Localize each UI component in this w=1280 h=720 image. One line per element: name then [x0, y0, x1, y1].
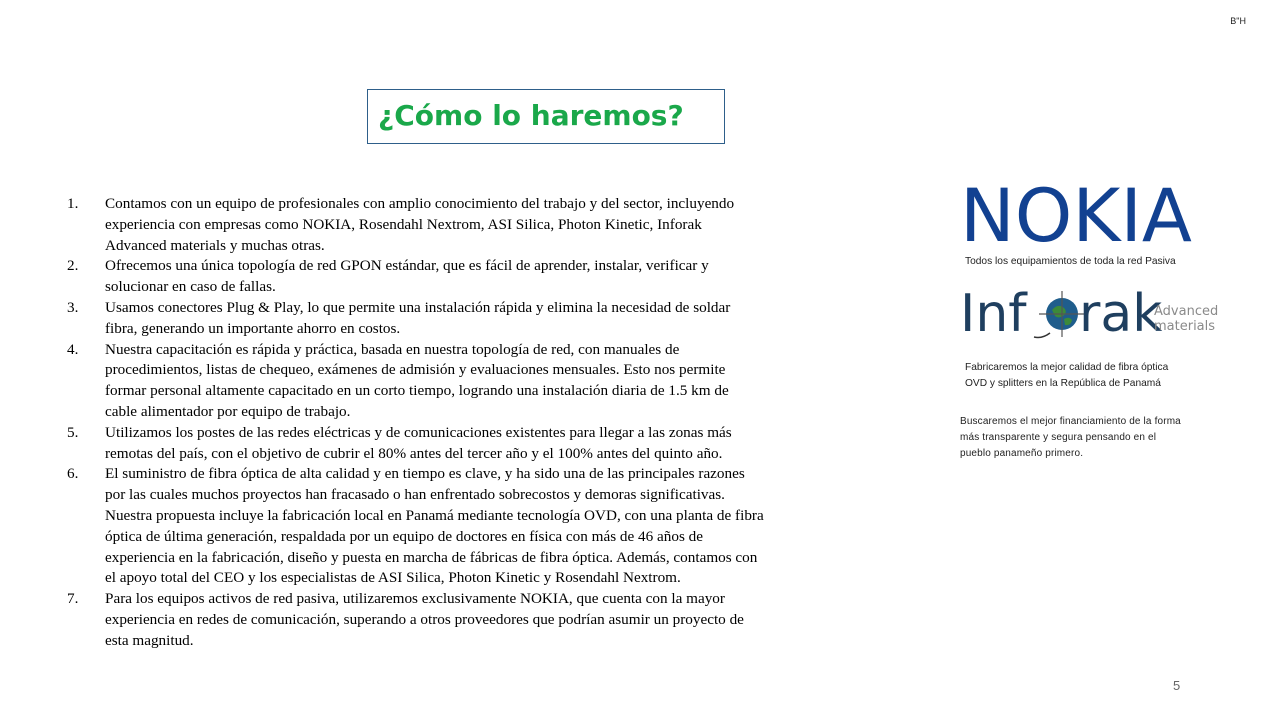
nokia-caption: Todos los equipamientos de toda la red Pasiva [965, 256, 1176, 267]
list-item-number: 2. [67, 257, 79, 275]
list-item-line: Utilizamos los postes de las redes eléctricas y de comunicaciones existentes para llegar a las zonas más [105, 423, 732, 441]
list-item [60, 423, 860, 465]
list-item-line: esta magnitud. [105, 631, 194, 649]
financing-caption-line-2: más transparente y segura pensando en el [960, 432, 1157, 443]
list-item-number: 3. [67, 298, 79, 316]
list-item-line: experiencia con empresas como NOKIA, Rosendahl Nextrom, ASI Silica, Photon Kinetic, Inforak [105, 215, 702, 233]
list-item [60, 464, 860, 589]
list-item-number: 7. [67, 590, 79, 608]
list-item-line: formar personal altamente capacitado en un corto tiempo, logrando una instalación diaria de 1.5 km de [105, 382, 729, 400]
inforak-tagline-2: materials [1154, 319, 1216, 334]
list-item-line: experiencia en la fabricación, diseño y puesta en marcha de fábricas de fibra óptica. Además, contamos con [105, 548, 758, 566]
list-item-line: Advanced materials y muchas otras. [105, 236, 325, 254]
financing-caption [960, 414, 1240, 462]
list-item-line: cable alimentador por equipo de trabajo. [105, 402, 351, 420]
list-item-line: Usamos conectores Plug & Play, lo que permite una instalación rápida y elimina la necesidad de soldar [105, 298, 731, 316]
list-item-line: por las cuales muchos proyectos han fracasado o han enfrentado sobrecostos y demoras significativas. [105, 486, 725, 504]
list-item-number: 4. [67, 340, 79, 358]
list-item [60, 298, 860, 340]
list-item-number: 1. [67, 195, 79, 212]
inforak-logo-text-left: Inf [960, 284, 1027, 343]
financing-caption-line-3: pueblo panameño primero. [960, 448, 1084, 459]
list-item-number: 6. [67, 465, 79, 483]
nokia-logo [958, 182, 1194, 244]
list-item [60, 194, 860, 256]
list-item [60, 256, 860, 298]
slide-title: ¿Cómo lo haremos? [378, 99, 684, 132]
nokia-logo-text: NOKIA [960, 182, 1193, 244]
globe-icon [1034, 291, 1085, 338]
list-item-line: procedimientos, listas de chequeo, exámenes de admisión y evaluaciones mensuales. Esto nos permite [105, 361, 726, 379]
list-item-line: el apoyo total del CEO y los especialistas de ASI Silica, Photon Kinetic y Rosendahl Nextrom. [105, 569, 681, 587]
inforak-tagline-1: Advanced [1154, 304, 1219, 319]
list-item-line: El suministro de fibra óptica de alta calidad y en tiempo es clave, y ha sido una de las principales razones [105, 465, 745, 483]
list-item-line: remotas del país, con el objetivo de cubrir el 80% antes del tercer año y el 100% antes del quinto año. [105, 444, 723, 462]
financing-caption-line-1: Buscaremos el mejor financiamiento de la forma [960, 416, 1181, 427]
inforak-logo-text-right: rak [1079, 284, 1163, 343]
list-item-line: solucionar en caso de fallas. [105, 278, 276, 296]
list-item-number: 5. [67, 423, 79, 441]
list-item [60, 589, 860, 651]
numbered-list [60, 194, 860, 652]
list-item-line: experiencia en redes de comunicación, superando a otros proveedores que podrían asumir un proyecto de [105, 610, 744, 628]
list-item-line: óptica de última generación, respaldada por un equipo de doctores en física con más de 46 años de [105, 527, 704, 545]
list-item-line: Contamos con un equipo de profesionales con amplio conocimiento del trabajo y del sector, incluyendo [105, 195, 735, 212]
title-box [367, 89, 725, 144]
list-item [60, 340, 860, 423]
inforak-caption-line-2: OVD y splitters en la República de Panamá [965, 378, 1161, 389]
page-number: 5 [1173, 678, 1181, 693]
inforak-caption-line-1: Fabricaremos la mejor calidad de fibra óptica [965, 362, 1169, 373]
list-item-line: Nuestra propuesta incluye la fabricación local en Panamá mediante tecnología OVD, con una planta de fibra [105, 506, 764, 524]
corner-mark: B"H [1230, 16, 1246, 26]
inforak-caption [965, 360, 1245, 392]
list-item-line: Nuestra capacitación es rápida y práctica, basada en nuestra topología de red, con manuales de [105, 340, 680, 358]
inforak-logo [958, 283, 1224, 343]
list-item-line: Para los equipos activos de red pasiva, utilizaremos exclusivamente NOKIA, que cuenta con la mayor [105, 590, 725, 608]
list-item-line: fibra, generando un importante ahorro en costos. [105, 319, 401, 337]
list-item-line: Ofrecemos una única topología de red GPON estándar, que es fácil de aprender, instalar, verificar y [105, 257, 709, 275]
